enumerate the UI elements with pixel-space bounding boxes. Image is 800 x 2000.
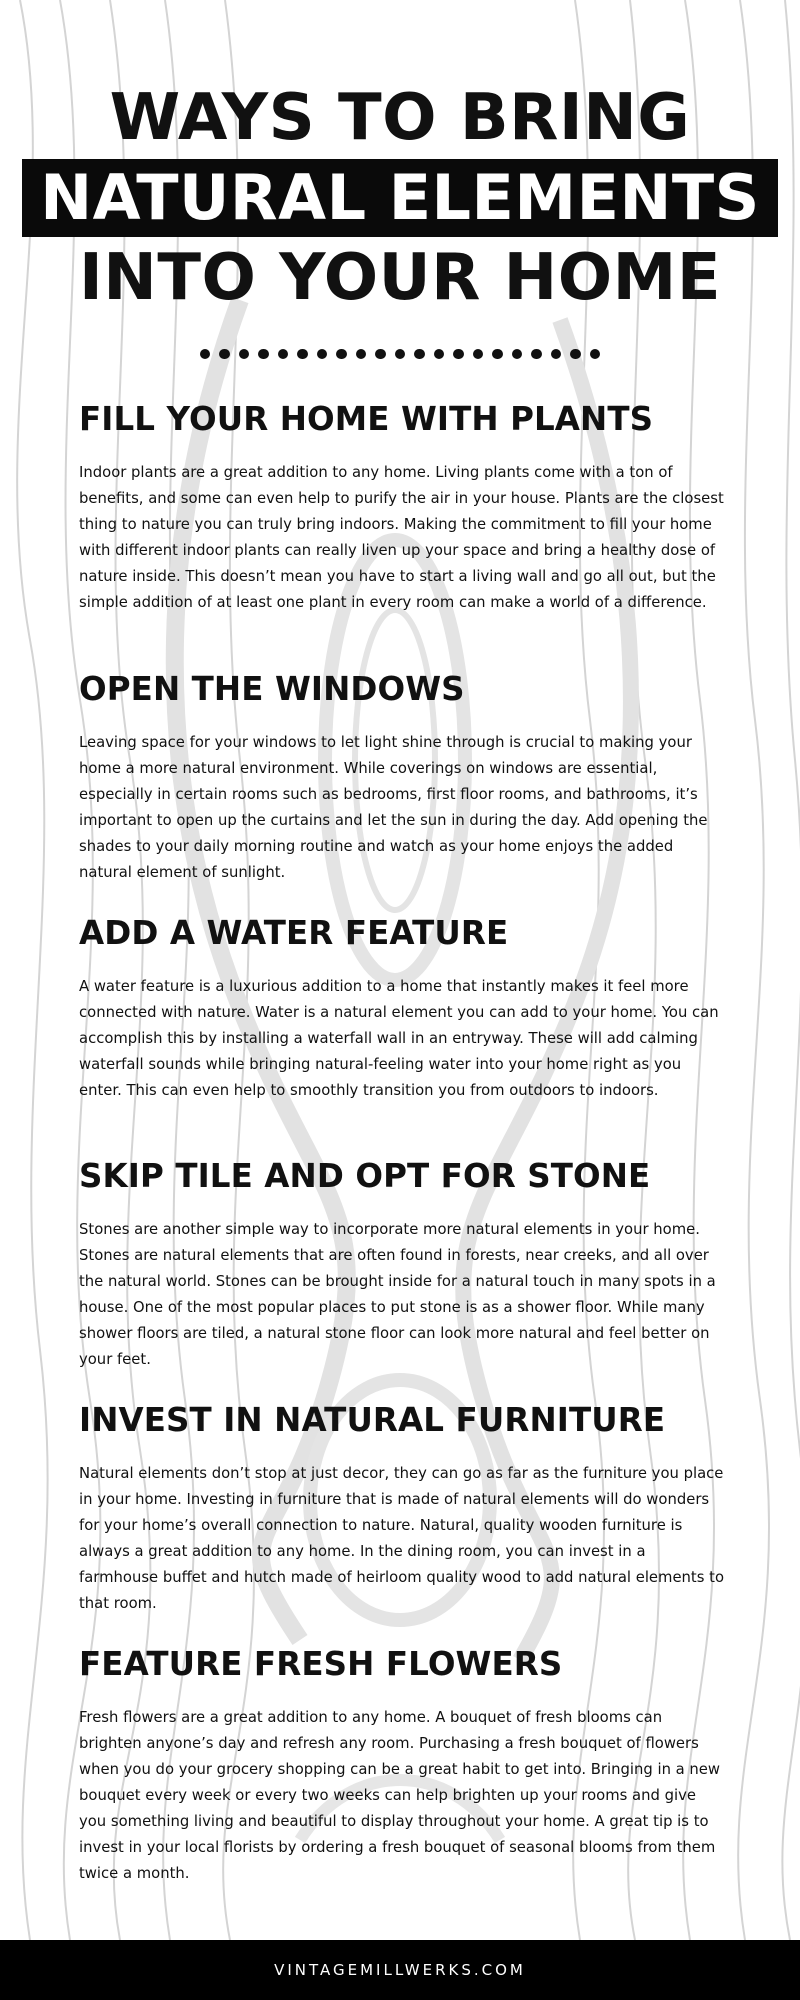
title-line-3: INTO YOUR HOME (78, 241, 722, 315)
divider-dot (453, 349, 463, 359)
divider-dot (375, 349, 385, 359)
section-heading: INVEST IN NATURAL FURNITURE (79, 1401, 666, 1439)
footer-site-link[interactable]: VINTAGEMILLWERKS.COM (274, 1961, 526, 1979)
section-plants (79, 400, 725, 616)
divider-dot (297, 349, 307, 359)
title-line-1: WAYS TO BRING (109, 81, 691, 155)
divider-dot (278, 349, 288, 359)
divider-dot (356, 349, 366, 359)
section-body: Natural elements don’t stop at just decor, they can go as far as the furniture you place in your home. Investing in furniture that is made of natural elements will do wonders for your home’s overall connection to nature. Natural, quality wooden furniture is always a great addition to any home. In the dining room, you can invest in a farmhouse buffet and hutch made of heirloom quality wood to add natural elements to that room. (79, 1465, 725, 1612)
section-flowers (79, 1645, 725, 1887)
divider-dot (434, 349, 444, 359)
section-windows (79, 670, 725, 886)
section-stone (79, 1157, 725, 1373)
section-heading: SKIP TILE AND OPT FOR STONE (79, 1157, 651, 1195)
section-heading: FEATURE FRESH FLOWERS (79, 1645, 563, 1683)
divider-dot (239, 349, 249, 359)
title-line-2: NATURAL ELEMENTS (40, 161, 760, 234)
footer-bar (0, 1940, 800, 2000)
section-body: A water feature is a luxurious addition to a home that instantly makes it feel more connected with nature. Water is a natural element you can add to your home. You can accomplish this by installing a waterfall wall in an entryway. These will add calming waterfall sounds while bringing natural-feeling water into your home right as you enter. This can even help to smoothly transition you from outdoors to indoors. (79, 978, 719, 1099)
section-furniture (79, 1401, 725, 1617)
section-body: Fresh flowers are a great addition to any home. A bouquet of fresh blooms can brighten anyone’s day and refresh any room. Purchasing a fresh bouquet of flowers when you do your grocery shopping can be a great habit to get into. Bringing in a new bouquet every week or every two weeks can help brighten up your rooms and give you something living and beautiful to display throughout your home. A great tip is to invest in your local florists by ordering a fresh bouquet of seasonal blooms from them twice a month. (79, 1709, 721, 1882)
divider-dot (590, 349, 600, 359)
divider-dot (570, 349, 580, 359)
divider-dot (317, 349, 327, 359)
section-body: Leaving space for your windows to let light shine through is crucial to making your home a more natural environment. While coverings on windows are essential, especially in certain rooms such as bedrooms, first floor rooms, and bathrooms, it’s important to open up the curtains and let the sun in during the day. Add opening the shades to your daily morning routine and watch as your home enjoys the added natural element of sunlight. (79, 734, 708, 881)
divider-dot (531, 349, 541, 359)
section-heading: FILL YOUR HOME WITH PLANTS (79, 400, 654, 438)
divider-dot (414, 349, 424, 359)
divider-dot (395, 349, 405, 359)
divider-dot (473, 349, 483, 359)
divider-dot (200, 349, 210, 359)
section-body: Stones are another simple way to incorporate more natural elements in your home. Stones are natural elements that are often found in forests, near creeks, and all over the natural world. Stones can be brought inside for a natural touch in many spots in a house. One of the most popular places to put stone is as a shower floor. While many shower floors are tiled, a natural stone floor can look more natural and feel better on your feet. (79, 1221, 716, 1368)
section-heading: ADD A WATER FEATURE (79, 914, 509, 952)
divider-dot (551, 349, 561, 359)
divider-dot (336, 349, 346, 359)
divider-dot (258, 349, 268, 359)
divider-dot (492, 349, 502, 359)
divider-dot (512, 349, 522, 359)
dot-divider-icon (0, 344, 800, 364)
divider-dot (219, 349, 229, 359)
section-heading: OPEN THE WINDOWS (79, 670, 465, 708)
section-water-feature (79, 914, 725, 1104)
section-body: Indoor plants are a great addition to any home. Living plants come with a ton of benefits, and some can even help to purify the air in your house. Plants are the closest thing to nature you can truly bring indoors. Making the commitment to fill your home with different indoor plants can really liven up your space and bring a healthy dose of nature inside. This doesn’t mean you have to start a living wall and go all out, but the simple addition of at least one plant in every room can make a world of a difference. (79, 464, 724, 611)
